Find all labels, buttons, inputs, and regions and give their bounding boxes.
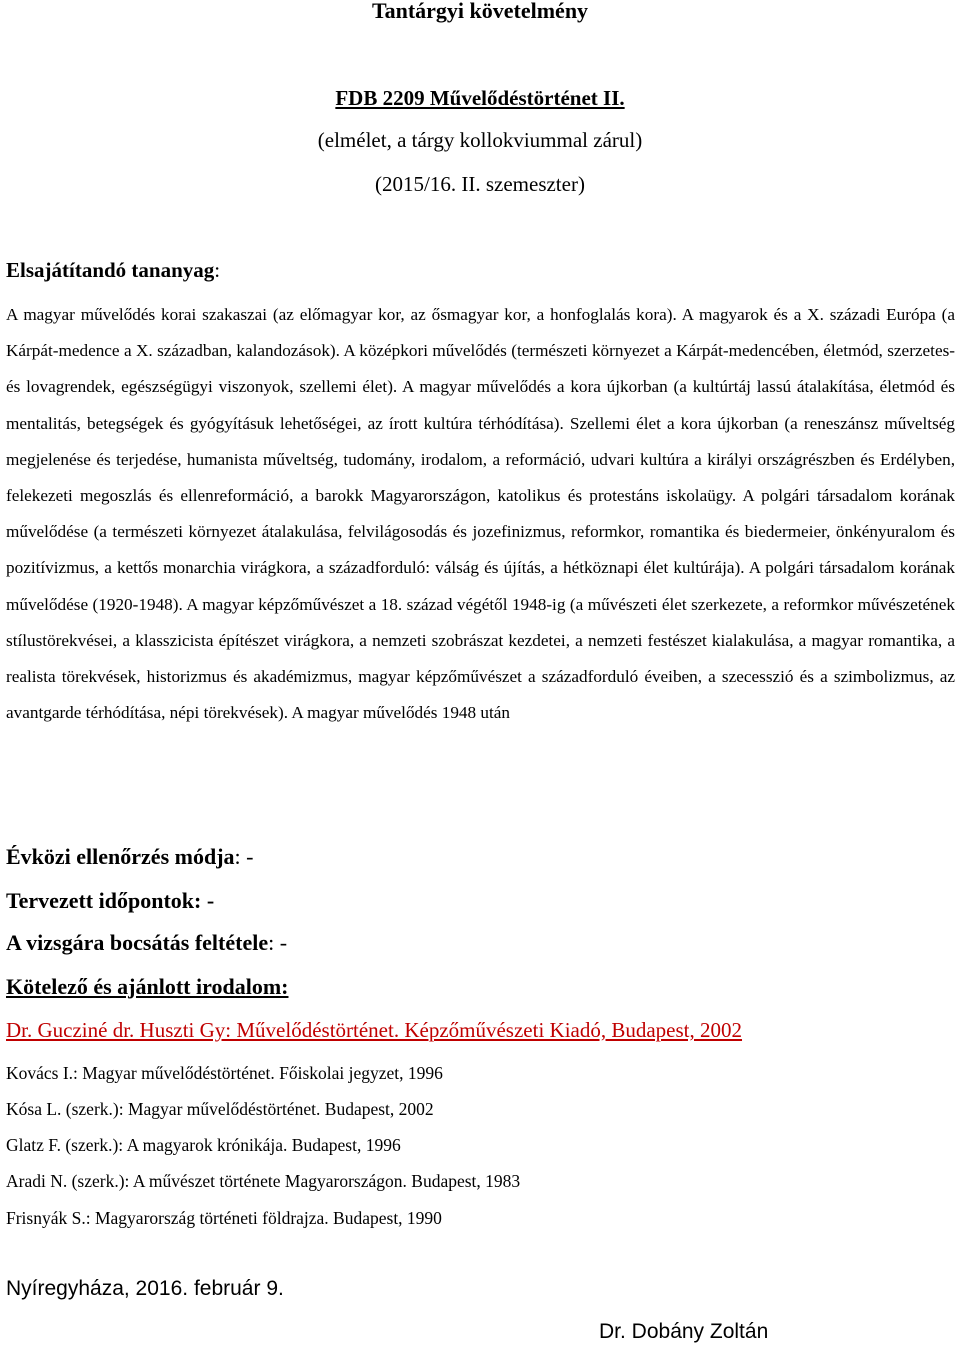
- document-title: Tantárgyi követelmény: [371, 0, 589, 23]
- signature: Dr. Dobány Zoltán: [599, 1320, 769, 1343]
- evkozi-value: : -: [234, 844, 254, 869]
- literature-item: Kósa L. (szerk.): Magyar művelődéstörténet. Budapest, 2002: [6, 1099, 434, 1119]
- literature-item: Glatz F. (szerk.): A magyarok krónikája. Budapest, 1996: [6, 1135, 401, 1155]
- idopontok-label: Tervezett időpontok: -: [6, 888, 215, 913]
- vizsga-value: : -: [268, 930, 288, 955]
- main-literature: Dr. Gucziné dr. Huszti Gy: Művelődéstörténet. Képzőművészeti Kiadó, Budapest, 2002: [6, 1018, 743, 1042]
- tananyag-text: A magyar művelődés korai szakaszai (az előmagyar kor, az ősmagyar kor, a honfoglalás kora). A magyarok és a X. századi Európa (a Kárpát-medence a X. században, kalandozások). A középkori művelődés (természeti környezet a Kárpát-medencében, életmód, szerzetes- és lovagrendek, egészségügyi viszonyok, szellemi élet). A magyar művelődés a kora újkorban (a kultúrtáj lassú átalakítása, életmód és mentalitás, betegségek és gyógyításuk lehetőségei, az írott kultúra térhódítása). Szellemi élet a kora újkorban (a reneszánsz műveltség megjelenése és terjedése, humanista műveltség, tudomány, irodalom, a reformáció, udvari kultúra a királyi országrészben és Erdélyben, felekezeti megoszlás és ellenreformáció, a barokk Magyarországon, katolikus és protestáns iskolaügy. A polgári társadalom korának művelődése (a természeti környezet átalakulása, felvilágosodás és jozefinizmus, reformkor, romantika és biedermeier, önkényuralom és pozitívizmus, a kettős monarchia virágkora, a századforduló: válság és újítás, a hétköznapi élet kultúrája). A polgári társadalom korának művelődése (1920-1948). A magyar képzőművészet a 18. század végétől 1948-ig (a művészeti élet szerkezete, a reformkor művészetének stílustörekvései, a klasszicista építészet virágkora, a nemzeti szobrászat kezdetei, a nemzeti festészet kialakulása, a magyar romantika, a realista törekvések, historizmus és akadémizmus, magyar képzőművészet a századforduló éveiben, a szecesszió és a szimbolizmus, az avantgarde térhódítása, népi törekvések). A magyar művelődés 1948 után: [6, 305, 955, 723]
- tananyag-heading-label: Elsajátítandó tananyag: [6, 258, 215, 282]
- vizsga-feltetel: [6, 930, 287, 956]
- course-code-title: FDB 2209 Művelődéstörténet II.: [335, 86, 625, 110]
- evkozi-label: Évközi ellenőrzés módja: [6, 844, 235, 869]
- irodalom-heading: Kötelező és ajánlott irodalom:: [6, 974, 289, 999]
- vizsga-label: A vizsgára bocsátás feltétele: [6, 930, 269, 955]
- semester: (2015/16. II. szemeszter): [375, 172, 585, 196]
- tervezett-idopontok: [6, 888, 214, 914]
- literature-item: Frisnyák S.: Magyarország történeti földrajza. Budapest, 1990: [6, 1208, 442, 1228]
- evkozi-ellenorzes: [6, 844, 253, 870]
- tananyag-heading-colon: :: [214, 258, 221, 282]
- literature-item: Aradi N. (szerk.): A művészet története Magyarországon. Budapest, 1983: [6, 1171, 521, 1191]
- course-type: (elmélet, a tárgy kollokviummal zárul): [317, 128, 643, 152]
- tananyag-heading: [6, 258, 220, 283]
- place-date: Nyíregyháza, 2016. február 9.: [6, 1277, 284, 1300]
- literature-item: Kovács I.: Magyar művelődéstörténet. Főiskolai jegyzet, 1996: [6, 1063, 443, 1083]
